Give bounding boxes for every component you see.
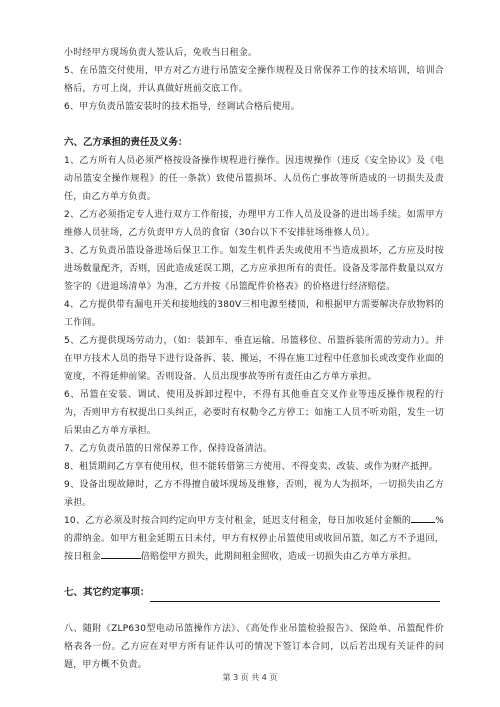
compensation-multiplier-blank[interactable] [101, 548, 141, 559]
page-number-footer: 第 3 页 共 4 页 [222, 673, 278, 682]
item-10-text-start: 10、乙方必须及时按合同约定向甲方支付租金，延迟支付租金，每日加收延付金额的 [64, 516, 412, 526]
section-6-item-8: 8、租赁期间乙方享有使用权，但不能转借第三方使用、不得变卖、改装、或作为财产抵押。 [64, 462, 438, 472]
section-6-item-10 [64, 512, 444, 566]
section-6-item-1: 1、乙方所有人员必须严格按设备操作规程进行操作。因违规操作（违反《安全协议》及《电动吊篮安全操作规程》的任一条款）致使吊篮损坏、人员伤亡事故等所造成的一切损失及责任，由乙方单方负责。 [64, 156, 444, 202]
contract-body [64, 44, 444, 674]
item-10-text-end: 倍赔偿甲方损失，此期间租金照收，造成一切损失由乙方单方承担。 [140, 552, 417, 562]
section-6-item-3: 3、乙方负责吊篮设备进场后保卫工作。如发生机件丢失或使用不当造成损坏，乙方应及时按进场数量配齐，否则，因此造成延误工期，乙方应承担所有的责任。设备及零部件数量以双方签字的《进退场清单》为准，乙方并按《吊篮配件价格表》的价格进行经济赔偿。 [64, 246, 444, 292]
section-6-item-4: 4、乙方提供带有漏电开关和接地线的380V三相电源至楼顶，和根据甲方需要解决存放物料的工作间。 [64, 300, 444, 328]
section-6-item-9: 9、设备出现故障时，乙方不得擅自破坏现场及维修，否则，视为人为损坏，一切损失由乙方承担。 [64, 480, 444, 508]
paragraph-clause-5: 5、在吊篮交付使用，甲方对乙方进行吊篮安全操作规程及日常保养工作的技术培训，培训合格后，方可上岗，并认真做好班前交底工作。 [64, 66, 444, 94]
late-fee-percent-blank[interactable] [411, 512, 435, 523]
other-terms-blank[interactable] [150, 591, 440, 602]
section-7-line [64, 584, 444, 602]
item-10-text-middle: %的滞纳金。如甲方租金延期五日未付，甲方有权停止吊篮使用或收回吊篮，如乙方不予退回，按日租金 [64, 516, 444, 562]
section-6-item-7: 7、乙方负责吊篮的日常保养工作，保持设备清洁。 [64, 444, 273, 454]
section-8-text: 八、随附《ZLP630型电动吊篮操作方法》、《高处作业吊篮检验报告》、保险单、吊篮配件价格表各一份。乙方应在对甲方所有证件认可的情况下签订本合同，以后若出现有关证件的问题，甲方概不负责。 [64, 624, 444, 670]
section-6-item-5: 5、乙方提供现场劳动力，（如：装卸车、垂直运输、吊篮移位、吊篮拆装所需的劳动力）。并在甲方技术人员的指导下进行设备拆、装、搬运，不得在施工过程中任意加长或改变作业面的宽度，不得延伸前梁。否则设备、人员出现事故等所有责任由乙方单方承担。 [64, 336, 444, 382]
section-6-title: 六、乙方承担的责任及义务： [64, 137, 188, 148]
section-6-item-2: 2、乙方必须指定专人进行双方工作衔接，办理甲方工作人员及设备的进出场手续。如需甲方维修人员驻场，乙方负责甲方人员的食宿（30台以下不安排驻场维修人员）。 [64, 210, 444, 238]
paragraph-continued: 小时经甲方现场负责人签认后，免收当日租金。 [64, 48, 258, 58]
section-7-title: 七、其它约定事项： [64, 587, 150, 598]
section-6-item-6: 6、吊篮在安装、调试、使用及拆卸过程中，不得有其他垂直交叉作业等违反操作规程的行为，否则甲方有权提出口头纠正，必要时有权勒令乙方停工；如施工人员不听劝阻，发生一切后果由乙方单方承担。 [64, 390, 444, 436]
paragraph-clause-6: 6、甲方负责吊篮安装时的技术指导，经调试合格后使用。 [64, 102, 300, 112]
